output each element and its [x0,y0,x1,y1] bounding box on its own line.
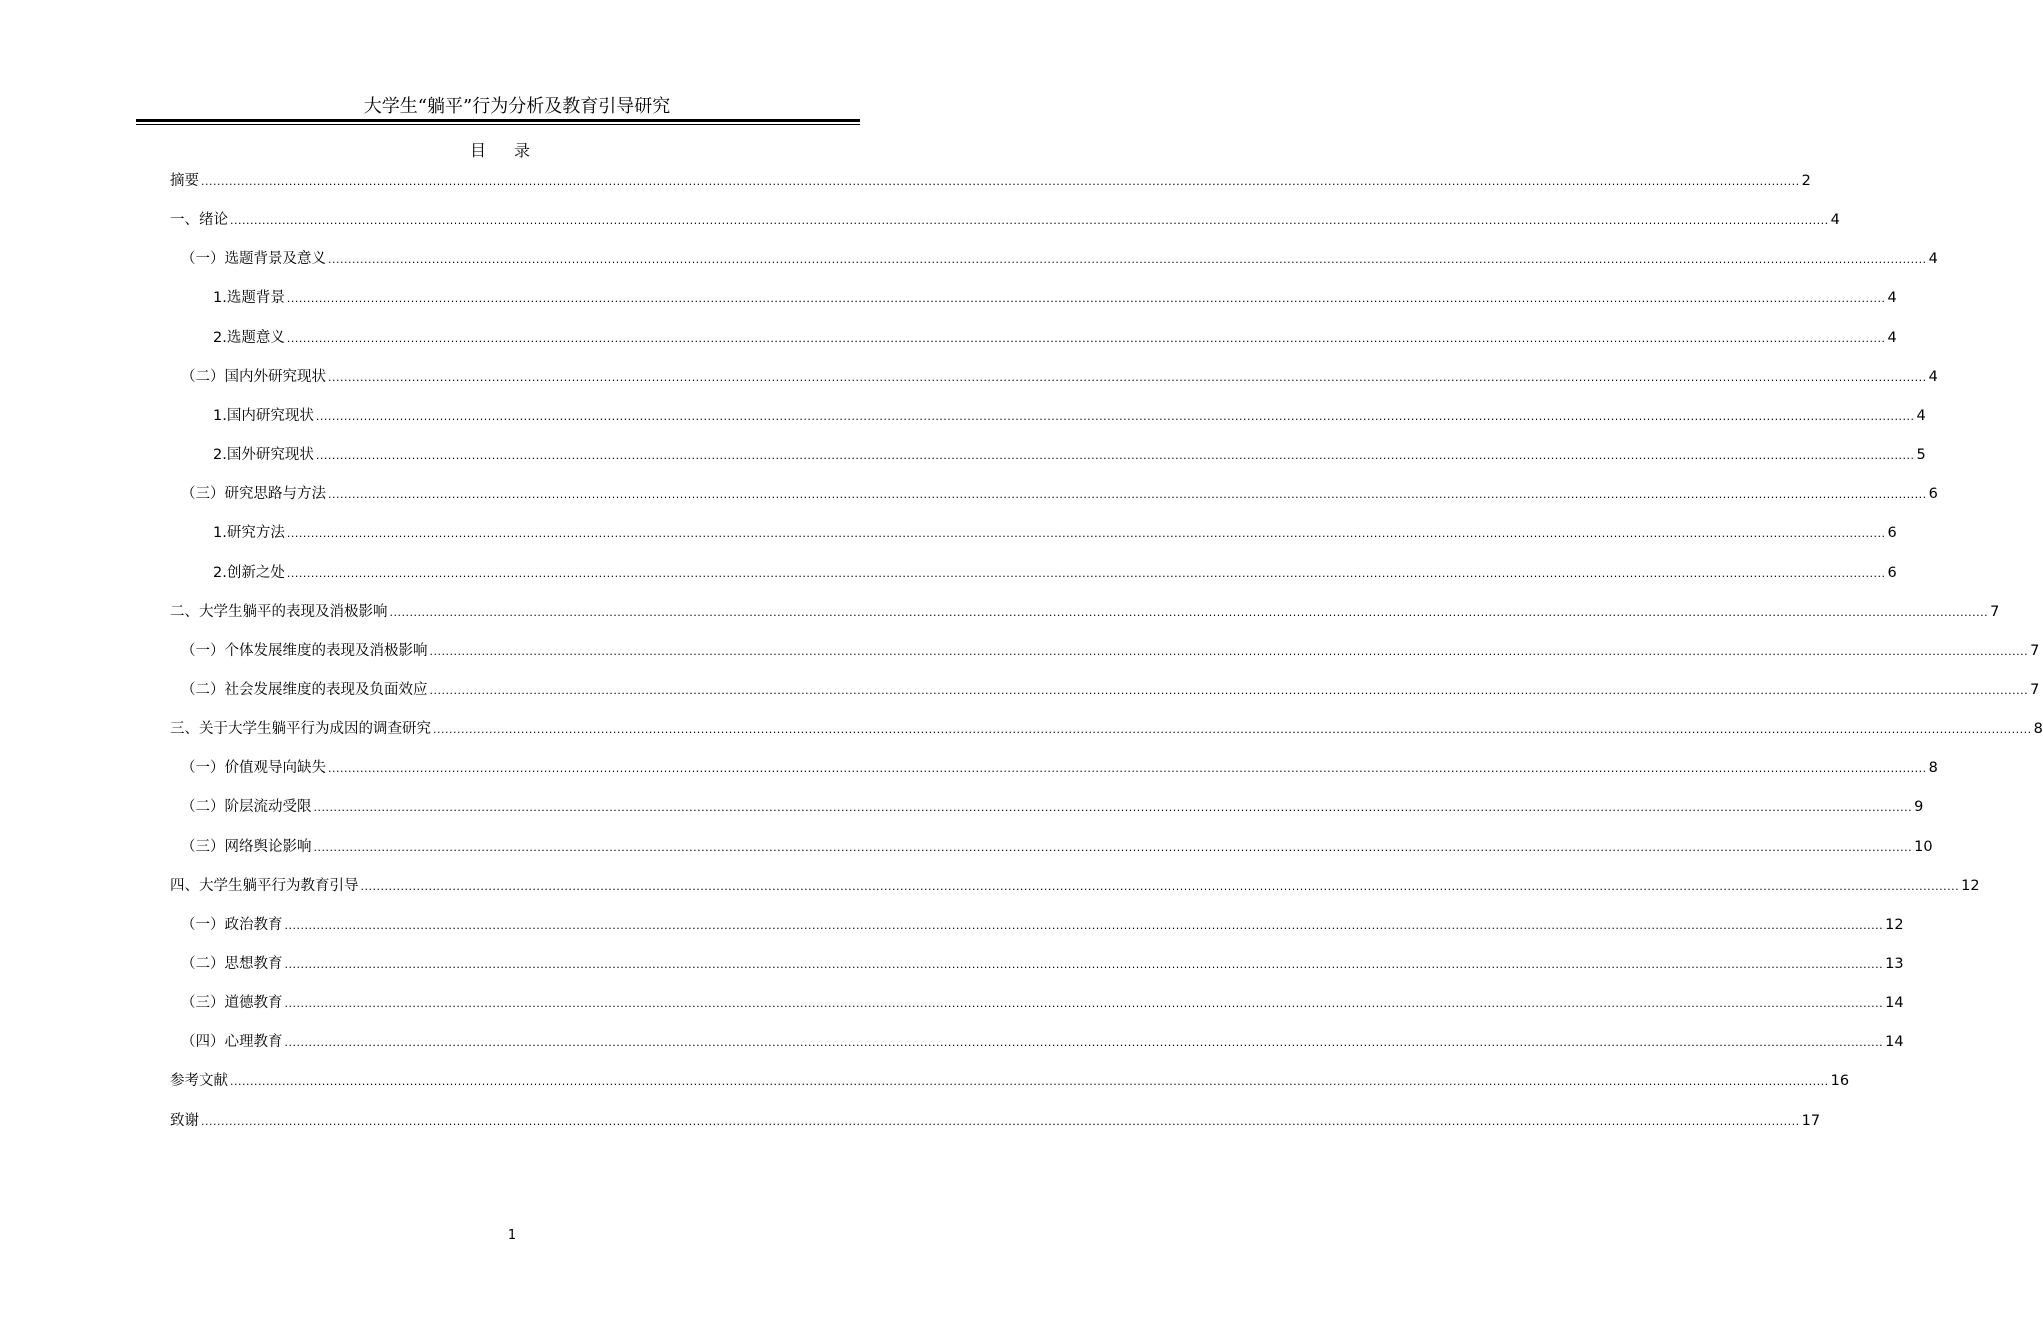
toc-leader-dots: ................................................................................................................................................................................................................................................................................................................................................................................................................ [328,370,1927,384]
toc-entry-page: 7 [2030,681,2040,698]
toc-entry-label: （三）研究思路与方法 [181,486,326,503]
toc-leader-dots: ................................................................................................................................................................................................................................................................................................................................................................................................................ [284,997,1884,1011]
toc-entry-label: 参考文献 [170,1073,228,1090]
toc-entry-page: 6 [1887,564,1897,581]
toc-entry-label: （二）阶层流动受限 [181,799,312,816]
toc-entry-label: 二、大学生躺平的表现及消极影响 [170,603,388,620]
toc-entry-label: （二）思想教育 [181,956,283,972]
toc-entry-page: 4 [1887,329,1897,346]
toc-leader-dots: ................................................................................................................................................................................................................................................................................................................................................................................................................ [389,605,1989,619]
toc-entry-page: 8 [1928,760,1938,777]
toc-entry-page: 4 [1830,212,1840,229]
toc-entry[interactable] [181,796,1924,818]
toc-entry[interactable] [181,679,2040,701]
toc-entry[interactable] [181,248,1938,270]
toc-leader-dots: ................................................................................................................................................................................................................................................................................................................................................................................................................ [315,409,1915,423]
toc-leader-dots: ................................................................................................................................................................................................................................................................................................................................................................................................................ [230,1075,1829,1089]
toc-entry-label: （二）国内外研究现状 [181,368,326,385]
toc-entry[interactable] [170,1070,1850,1092]
toc-entry-page: 10 [1914,838,1933,855]
toc-entry[interactable] [213,287,1897,309]
toc-entry-label: 1.研究方法 [213,525,285,542]
toc-entry-label: （二）社会发展维度的表现及负面效应 [181,681,428,698]
toc-entry-page: 13 [1885,956,1904,972]
toc-entry-page: 7 [2030,642,2040,659]
toc-leader-dots: ................................................................................................................................................................................................................................................................................................................................................................................................................ [328,488,1927,502]
toc-entry-label: 2.国外研究现状 [213,447,314,464]
toc-entry-page: 4 [1928,251,1938,268]
toc-entry-label: 摘要 [170,173,199,189]
toc-entry-page: 12 [1885,916,1904,933]
toc-heading-char: 录 [514,141,531,160]
running-header-title: 大学生“躺平”行为分析及教育引导研究 [363,96,671,117]
toc-entry[interactable] [181,1031,1904,1053]
toc-entry[interactable] [213,444,1926,466]
toc-leader-dots: ................................................................................................................................................................................................................................................................................................................................................................................................................ [201,175,1800,188]
toc-leader-dots: ................................................................................................................................................................................................................................................................................................................................................................................................................ [360,879,1960,893]
toc-entry-label: 1.国内研究现状 [213,407,314,424]
toc-leader-dots: ................................................................................................................................................................................................................................................................................................................................................................................................................ [313,840,1913,854]
toc-entry[interactable] [170,601,2000,623]
toc-leader-dots: ................................................................................................................................................................................................................................................................................................................................................................................................................ [286,527,1886,541]
toc-entry[interactable] [181,836,1933,858]
toc-leader-dots: ................................................................................................................................................................................................................................................................................................................................................................................................................ [328,253,1927,267]
toc-heading-char: 目 [469,141,486,160]
toc-entry-page: 2 [1801,173,1811,189]
toc-leader-dots: ................................................................................................................................................................................................................................................................................................................................................................................................................ [429,683,2029,697]
toc-entry[interactable] [213,405,1926,427]
toc-entry[interactable] [170,170,1811,192]
toc-leader-dots: ................................................................................................................................................................................................................................................................................................................................................................................................................ [286,566,1886,580]
toc-entry[interactable] [181,914,1904,936]
toc-leader-dots: ................................................................................................................................................................................................................................................................................................................................................................................................................ [429,644,2029,658]
toc-leader-dots: ................................................................................................................................................................................................................................................................................................................................................................................................................ [284,958,1884,971]
toc-entry[interactable] [213,562,1897,584]
toc-leader-dots: ................................................................................................................................................................................................................................................................................................................................................................................................................ [433,723,2032,737]
toc-entry[interactable] [181,483,1938,505]
toc-entry-page: 9 [1914,799,1924,816]
toc-leader-dots: ................................................................................................................................................................................................................................................................................................................................................................................................................ [284,918,1884,932]
toc-entry-label: （一）价值观导向缺失 [181,760,326,777]
toc-leader-dots: ................................................................................................................................................................................................................................................................................................................................................................................................................ [201,1114,1800,1128]
toc-entry-page: 4 [1916,407,1926,424]
toc-entry-label: 四、大学生躺平行为教育引导 [170,877,359,894]
toc-entry[interactable] [170,1110,1821,1132]
toc-entry-label: （三）道德教育 [181,995,283,1012]
toc-entry-page: 6 [1887,525,1897,542]
toc-entry-label: 1.选题背景 [213,290,285,307]
toc-entry[interactable] [181,953,1904,975]
toc-entry[interactable] [170,209,1840,231]
toc-leader-dots: ................................................................................................................................................................................................................................................................................................................................................................................................................ [328,762,1927,776]
toc-entry[interactable] [213,522,1897,544]
toc-entry[interactable] [181,640,2040,662]
toc-leader-dots: ................................................................................................................................................................................................................................................................................................................................................................................................................ [313,801,1913,815]
toc-entry-page: 16 [1830,1073,1850,1090]
toc-entry[interactable] [170,718,2043,740]
toc-entry-label: 2.创新之处 [213,564,285,581]
toc-entry[interactable] [181,757,1938,779]
page-number: 1 [507,1228,517,1243]
toc-entry-label: （一）政治教育 [181,916,283,933]
toc-leader-dots: ................................................................................................................................................................................................................................................................................................................................................................................................................ [284,1036,1884,1050]
toc-entry-label: 三、关于大学生躺平行为成因的调查研究 [170,721,431,738]
toc-entry-page: 17 [1801,1112,1821,1129]
toc-entry-page: 12 [1961,877,1980,894]
toc-entry-label: 致谢 [170,1112,199,1129]
toc-leader-dots: ................................................................................................................................................................................................................................................................................................................................................................................................................ [286,331,1886,345]
toc-leader-dots: ................................................................................................................................................................................................................................................................................................................................................................................................................ [230,214,1829,228]
toc-entry-page: 14 [1885,995,1904,1012]
toc-entry-page: 14 [1885,1034,1904,1051]
toc-leader-dots: ................................................................................................................................................................................................................................................................................................................................................................................................................ [286,292,1886,306]
toc-entry-label: （一）个体发展维度的表现及消极影响 [181,642,428,659]
toc-entry-page: 6 [1928,486,1938,503]
toc-entry-page: 4 [1928,368,1938,385]
toc-entry-label: （三）网络舆论影响 [181,838,312,855]
toc-entry-page: 8 [2033,721,2043,738]
toc-entry-page: 7 [1990,603,2000,620]
toc-entry-page: 5 [1916,447,1926,464]
toc-entry[interactable] [213,327,1897,349]
toc-entry[interactable] [170,875,1980,897]
toc-entry-label: 一、绪论 [170,212,228,229]
toc-entry-label: （四）心理教育 [181,1034,283,1051]
toc-entry-page: 4 [1887,290,1897,307]
toc-entry-label: （一）选题背景及意义 [181,251,326,268]
toc-entry[interactable] [181,366,1938,388]
toc-entry-label: 2.选题意义 [213,329,285,346]
toc-leader-dots: ................................................................................................................................................................................................................................................................................................................................................................................................................ [315,449,1915,463]
toc-entry[interactable] [181,992,1904,1014]
